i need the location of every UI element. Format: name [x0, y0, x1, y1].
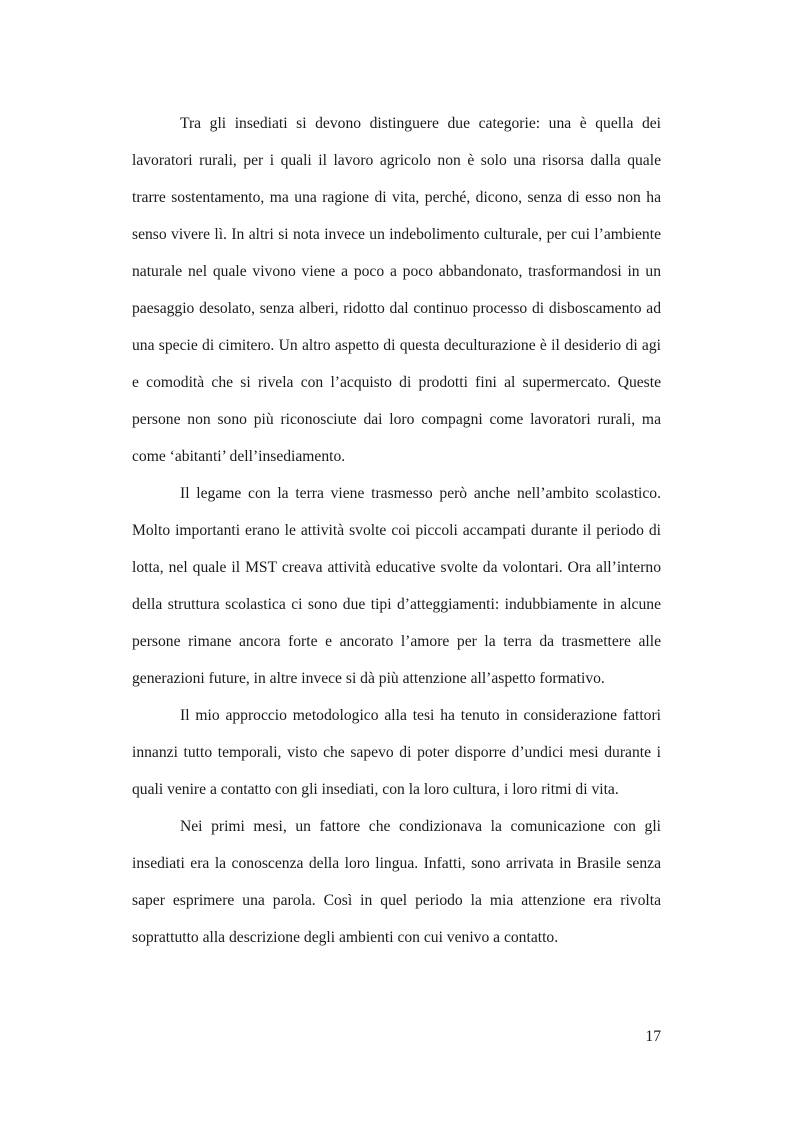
- body-text: [132, 105, 661, 956]
- paragraph-2: Il legame con la terra viene trasmesso però anche nell’ambito scolastico. Molto importanti erano le attività svolte coi piccoli accampati durante il periodo di lotta, nel quale il MST creava attività educative svolte da volontari. Ora all’interno della struttura scolastica ci sono due tipi d’atteggiamenti: indubbiamente in alcune persone rimane ancora forte e ancorato l’amore per la terra da trasmettere alle generazioni future, in altre invece si dà più attenzione all’aspetto formativo.: [132, 485, 661, 687]
- paragraph-1: Tra gli insediati si devono distinguere due categorie: una è quella dei lavoratori rurali, per i quali il lavoro agricolo non è solo una risorsa dalla quale trarre sostentamento, ma una ragione di vita, perché, dicono, senza di esso non ha senso vivere lì. In altri si nota invece un indebolimento culturale, per cui l’ambiente naturale nel quale vivono viene a poco a poco abbandonato, trasformandosi in un paesaggio desolato, senza alberi, ridotto dal continuo processo di disboscamento ad una specie di cimitero. Un altro aspetto di questa deculturazione è il desiderio di agi e comodità che si rivela con l’acquisto di prodotti fini al supermercato. Queste persone non sono più riconosciute dai loro compagni come lavoratori rurali, ma come ‘abitanti’ dell’insediamento.: [132, 115, 661, 465]
- paragraph-4: Nei primi mesi, un fattore che condizionava la comunicazione con gli insediati era la conoscenza della loro lingua. Infatti, sono arrivata in Brasile senza saper esprimere una parola. Così in quel periodo la mia attenzione era rivolta soprattutto alla descrizione degli ambienti con cui venivo a contatto.: [132, 818, 661, 946]
- paragraph-3: Il mio approccio metodologico alla tesi ha tenuto in considerazione fattori innanzi tutto temporali, visto che sapevo di poter disporre d’undici mesi durante i quali venire a contatto con gli insediati, con la loro cultura, i loro ritmi di vita.: [132, 707, 661, 798]
- page-number: 17: [645, 1028, 661, 1045]
